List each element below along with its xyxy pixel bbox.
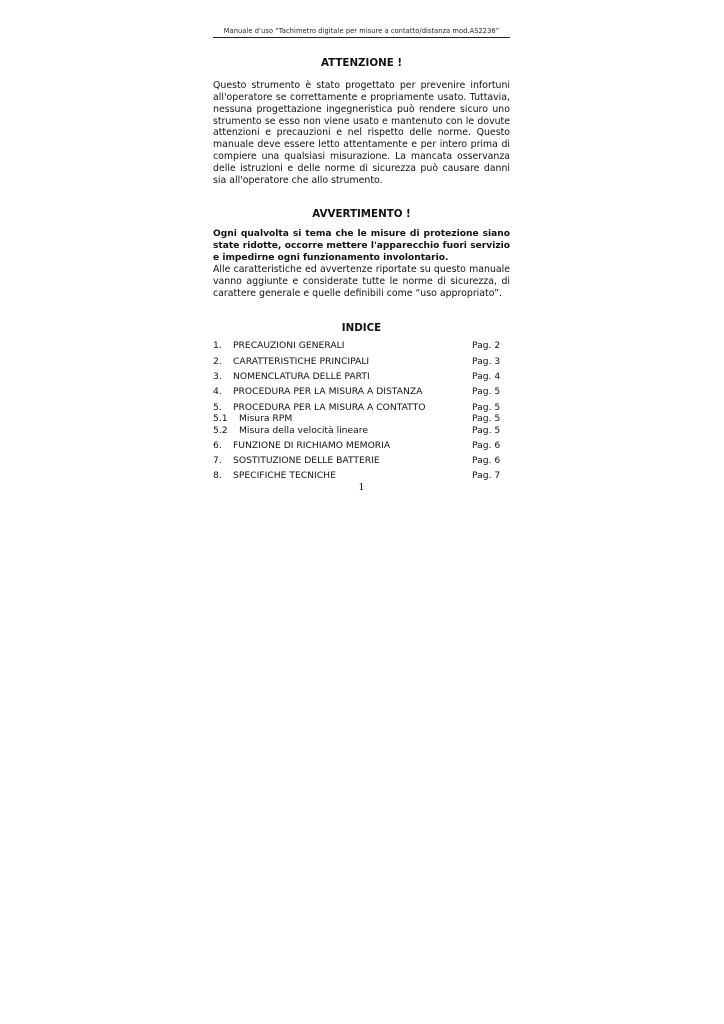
toc-entry-page: Pag. 5 — [472, 413, 501, 424]
toc-entry-number: 2. — [213, 355, 222, 367]
toc-entry-number: 6. — [213, 439, 222, 451]
toc-entry — [213, 470, 503, 482]
toc-entry-title: CARATTERISTICHE PRINCIPALI — [233, 355, 370, 367]
avvertimento-paragraph: Alle caratteristiche ed avvertenze riportate su questo manuale vanno aggiunte e considerate tutte le norme di sicurezza, di carattere generale e quelle definibili come “uso appropriato”. — [213, 264, 510, 299]
toc-entry-page: Pag. 4 — [472, 371, 501, 382]
toc-entry-title: NOMENCLATURA DELLE PARTI — [233, 371, 370, 382]
header-rule — [213, 37, 510, 38]
toc-entry-number: 1. — [213, 340, 222, 351]
toc-entry-page: Pag. 6 — [472, 455, 501, 466]
toc-subentry — [213, 425, 503, 437]
toc-entry — [213, 402, 503, 414]
toc-entry-title: SPECIFICHE TECNICHE — [233, 470, 336, 481]
toc-entry-title: PROCEDURA PER LA MISURA A CONTATTO — [233, 401, 426, 413]
avvertimento-warning-paragraph: Ogni qualvolta si tema che le misure di protezione siano state ridotte, occorre mettere l'apparecchio fuori servizio e impedirne ogni funzionamento involontario. — [213, 229, 510, 263]
toc-entry — [213, 386, 503, 398]
toc-entry — [213, 440, 503, 452]
toc-entry-number: 8. — [213, 470, 222, 481]
attenzione-heading: ATTENZIONE ! — [320, 57, 403, 69]
toc-subentry — [213, 413, 503, 425]
attenzione-paragraph: Questo strumento è stato progettato per prevenire infortuni all'operatore se correttamente e propriamente usato. Tuttavia, nessuna progettazione ingegneristica può rendere sicuro uno strumento se esso non viene usato e mantenuto con le dovute attenzioni e precauzioni e nel rispetto delle norme. Questo manuale deve essere letto attentamente e per intero prima di compiere una qualsiasi misurazione. La mancata osservanza delle istruzioni e delle norme di sicurezza può causare danni sia all'operatore che allo strumento. — [213, 80, 510, 186]
toc-entry-page: Pag. 3 — [472, 355, 501, 367]
toc-entry-page: Pag. 5 — [472, 424, 501, 436]
toc-entry-page: Pag. 2 — [472, 340, 501, 351]
page-number: 1 — [358, 482, 365, 493]
toc-entry-title: PRECAUZIONI GENERALI — [233, 340, 345, 351]
toc-entry-title: Misura RPM — [239, 413, 293, 424]
toc-entry-page: Pag. 5 — [472, 386, 501, 397]
toc-entry — [213, 455, 503, 467]
toc-entry — [213, 371, 503, 383]
toc-entry-page: Pag. 7 — [472, 470, 501, 481]
toc-entry-number: 5.1 — [213, 413, 228, 424]
toc-entry-title: SOSTITUZIONE DELLE BATTERIE — [233, 455, 380, 466]
toc-entry-title: Misura della velocità lineare — [239, 424, 369, 436]
toc-entry-number: 5.2 — [213, 424, 228, 436]
avvertimento-heading: AVVERTIMENTO ! — [312, 208, 411, 220]
toc-entry-page: Pag. 5 — [472, 401, 501, 413]
toc-entry-number: 4. — [213, 386, 222, 397]
indice-heading: INDICE — [341, 322, 382, 334]
toc-entry — [213, 356, 503, 368]
toc-entry-page: Pag. 6 — [472, 439, 501, 451]
toc-entry-number: 7. — [213, 455, 222, 466]
toc-entry-title: PROCEDURA PER LA MISURA A DISTANZA — [233, 386, 423, 397]
toc-entry-number: 3. — [213, 371, 222, 382]
toc-entry — [213, 340, 503, 352]
toc-entry-number: 5. — [213, 401, 222, 413]
running-header: Manuale d’uso “Tachimetro digitale per misure a contatto/distanza mod.AS2236” — [223, 27, 500, 35]
toc-entry-title: FUNZIONE DI RICHIAMO MEMORIA — [233, 439, 391, 451]
